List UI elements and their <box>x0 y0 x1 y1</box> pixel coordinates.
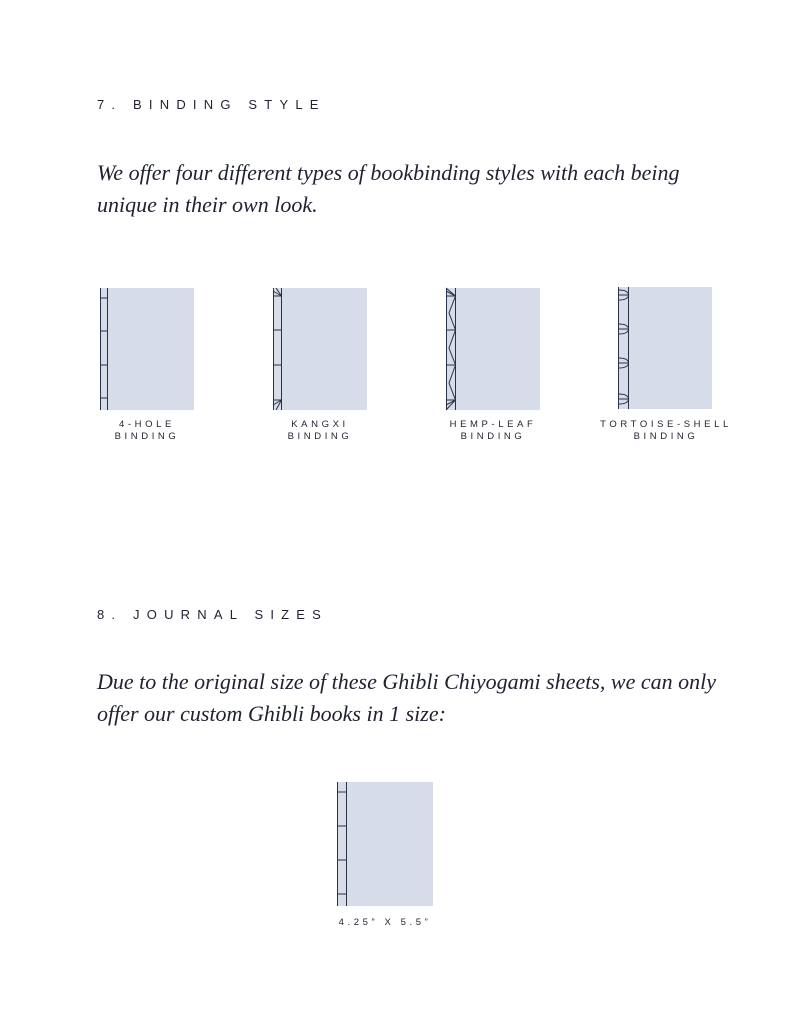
caption-line-1: TORTOISE-SHELL <box>600 419 732 430</box>
kangxi-binding-icon <box>273 288 367 410</box>
four-hole-binding-icon <box>337 782 433 906</box>
journal-size-caption <box>315 917 455 929</box>
caption-line-2: BINDING <box>114 431 180 442</box>
caption-line-2: BINDING <box>460 431 526 442</box>
hemp-leaf-binding-illustration <box>446 288 540 410</box>
caption-line-1: KANGXI <box>291 419 349 430</box>
kangxi-binding-caption <box>273 419 367 443</box>
tortoise-shell-binding-caption <box>596 419 736 443</box>
caption-line-2: BINDING <box>287 431 353 442</box>
journal-sizes-intro: Due to the original size of these Ghibli Chiyogami sheets, we can only offer our custom Ghibli books in 1 size: <box>97 669 716 726</box>
journal-sizes-heading: 8. JOURNAL SIZES <box>97 607 329 622</box>
tortoise-shell-binding-illustration <box>618 287 712 409</box>
hemp-leaf-binding-caption <box>446 419 540 443</box>
hemp-leaf-binding-icon <box>446 288 540 410</box>
four-hole-binding-illustration <box>100 288 194 410</box>
journal-size-illustration <box>337 782 433 906</box>
binding-style-intro: We offer four different types of bookbinding styles with each being unique in their own look. <box>97 160 680 217</box>
caption-line-1: HEMP-LEAF <box>449 419 537 430</box>
kangxi-binding-illustration <box>273 288 367 410</box>
caption-line-2: BINDING <box>633 431 699 442</box>
four-hole-binding-icon <box>100 288 194 410</box>
binding-style-heading: 7. BINDING STYLE <box>97 97 326 112</box>
tortoise-shell-binding-icon <box>618 287 712 409</box>
four-hole-binding-caption <box>100 419 194 443</box>
caption-line-1: 4-HOLE <box>119 419 175 430</box>
size-label: 4.25” X 5.5” <box>338 917 432 928</box>
